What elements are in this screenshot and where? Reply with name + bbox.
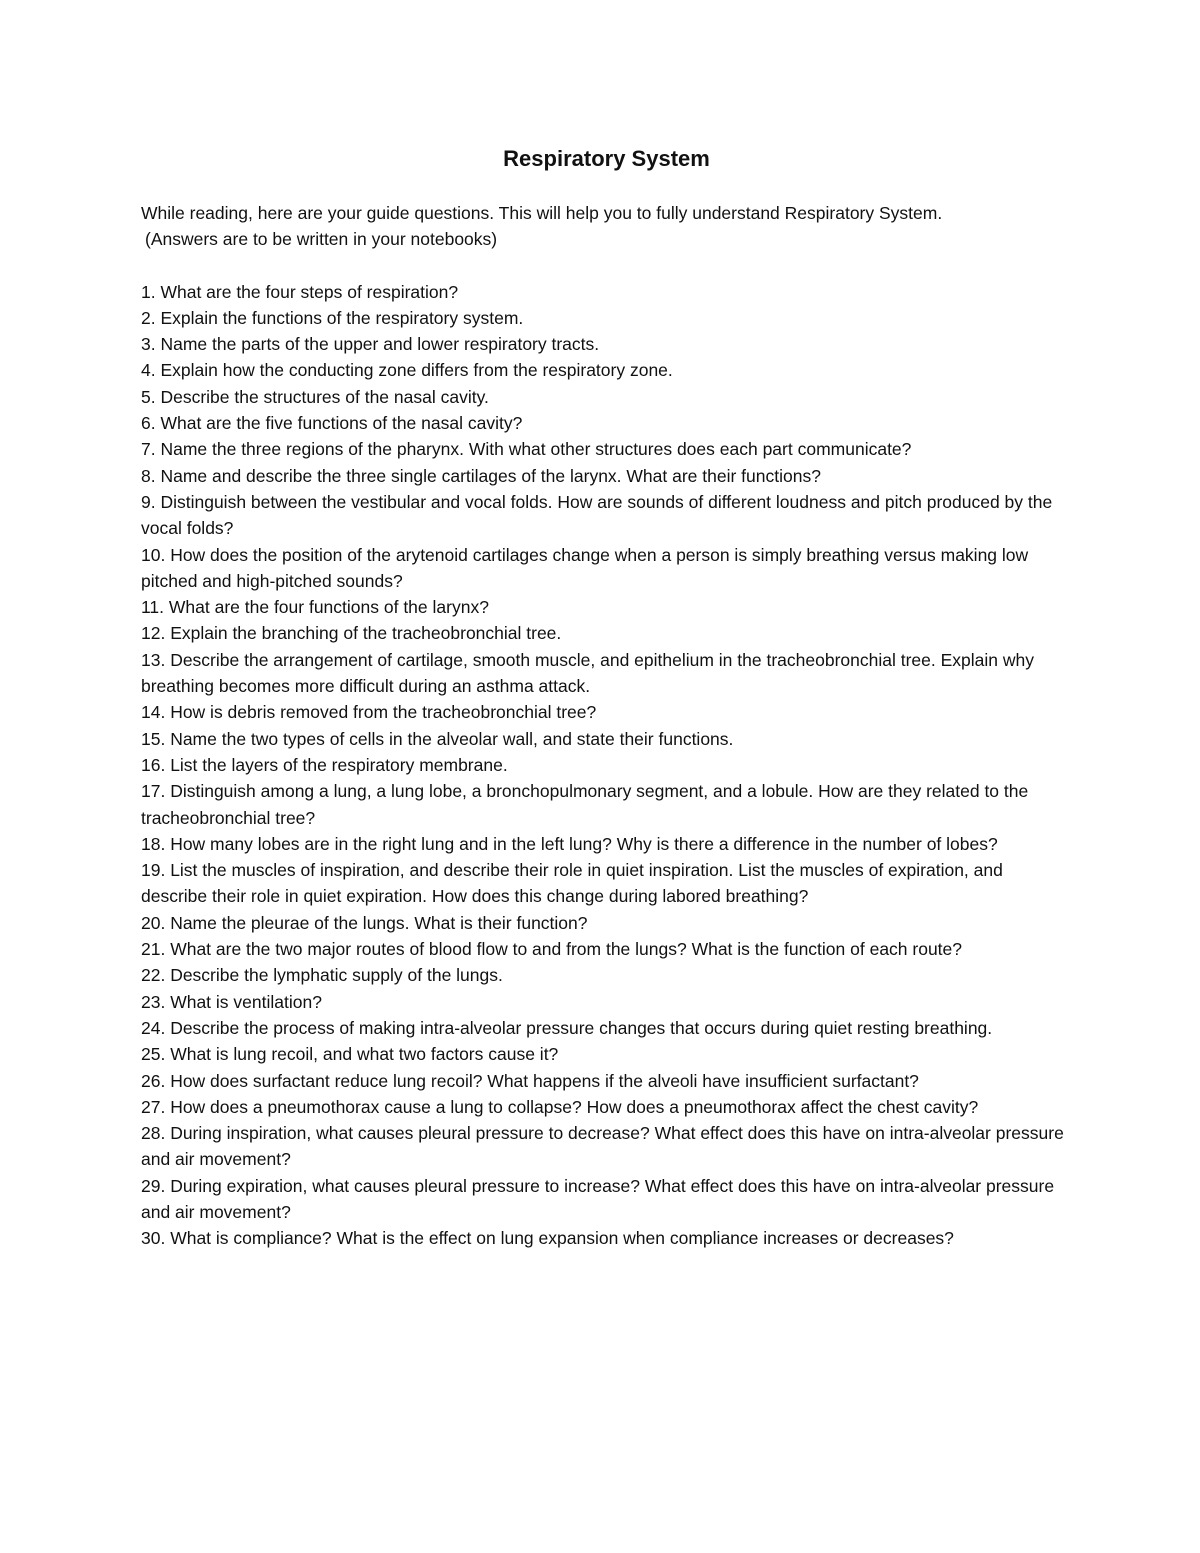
question-item: 29. During expiration, what causes pleural pressure to increase? What effect does this have on intra-alveolar pressure and air movement? — [141, 1175, 1055, 1222]
question-item: 8. Name and describe the three single cartilages of the larynx. What are their functions? — [141, 465, 821, 486]
question-item: 11. What are the four functions of the larynx? — [141, 597, 489, 618]
question-item: 22. Describe the lymphatic supply of the lungs. — [141, 965, 503, 986]
question-item: 5. Describe the structures of the nasal cavity. — [141, 386, 489, 407]
question-item: 4. Explain how the conducting zone differs from the respiratory zone. — [141, 360, 673, 381]
document-title: Respiratory System — [503, 146, 710, 171]
question-item: 1. What are the four steps of respiration? — [141, 281, 459, 302]
question-item: 7. Name the three regions of the pharynx. With what other structures does each part communicate? — [141, 439, 912, 460]
question-item: 2. Explain the functions of the respiratory system. — [141, 307, 524, 328]
question-item: 23. What is ventilation? — [141, 991, 322, 1012]
intro-line-2: (Answers are to be written in your notebooks) — [145, 229, 498, 250]
document-page — [141, 140, 1066, 1252]
question-item: 28. During inspiration, what causes pleural pressure to decrease? What effect does this have on intra-alveolar pressure and air movement? — [141, 1123, 1064, 1170]
question-item: 18. How many lobes are in the right lung and in the left lung? Why is there a difference in the number of lobes? — [141, 833, 998, 854]
question-item: 14. How is debris removed from the tracheobronchial tree? — [141, 702, 597, 723]
question-item: 24. Describe the process of making intra-alveolar pressure changes that occurs during quiet resting breathing. — [141, 1017, 993, 1038]
question-item: 10. How does the position of the arytenoid cartilages change when a person is simply breathing versus making low pitched and high-pitched sounds? — [141, 544, 1029, 591]
intro-paragraph — [141, 200, 1066, 253]
question-item: 26. How does surfactant reduce lung recoil? What happens if the alveoli have insufficient surfactant? — [141, 1070, 919, 1091]
question-item: 21. What are the two major routes of blood flow to and from the lungs? What is the function of each route? — [141, 939, 963, 960]
question-item: 16. List the layers of the respiratory membrane. — [141, 754, 508, 775]
question-item: 13. Describe the arrangement of cartilage, smooth muscle, and epithelium in the tracheobronchial tree. Explain why breathing becomes more difficult during an asthma attack. — [141, 649, 1034, 697]
question-item: 17. Distinguish among a lung, a lung lobe, a bronchopulmonary segment, and a lobule. How are they related to the tracheobronchial tree? — [141, 781, 1029, 828]
question-item: 25. What is lung recoil, and what two factors cause it? — [141, 1044, 559, 1065]
question-item: 20. Name the pleurae of the lungs. What is their function? — [141, 912, 588, 933]
question-item: 27. How does a pneumothorax cause a lung to collapse? How does a pneumothorax affect the chest cavity? — [141, 1096, 979, 1117]
question-list — [141, 279, 1066, 1252]
question-item: 15. Name the two types of cells in the alveolar wall, and state their functions. — [141, 728, 734, 749]
question-item: 19. List the muscles of inspiration, and describe their role in quiet inspiration. List the muscles of expiration, and describe their role in quiet expiration. How does this change during labored breathing? — [141, 860, 1003, 907]
question-item: 6. What are the five functions of the nasal cavity? — [141, 413, 523, 434]
question-item: 3. Name the parts of the upper and lower respiratory tracts. — [141, 334, 600, 355]
question-item: 12. Explain the branching of the tracheobronchial tree. — [141, 623, 562, 644]
question-item: 30. What is compliance? What is the effect on lung expansion when compliance increases or decreases? — [141, 1228, 954, 1249]
intro-line-1: While reading, here are your guide questions. This will help you to fully understand Respiratory System. — [141, 203, 943, 223]
question-item: 9. Distinguish between the vestibular and vocal folds. How are sounds of different loudness and pitch produced by the vocal folds? — [141, 491, 1053, 539]
